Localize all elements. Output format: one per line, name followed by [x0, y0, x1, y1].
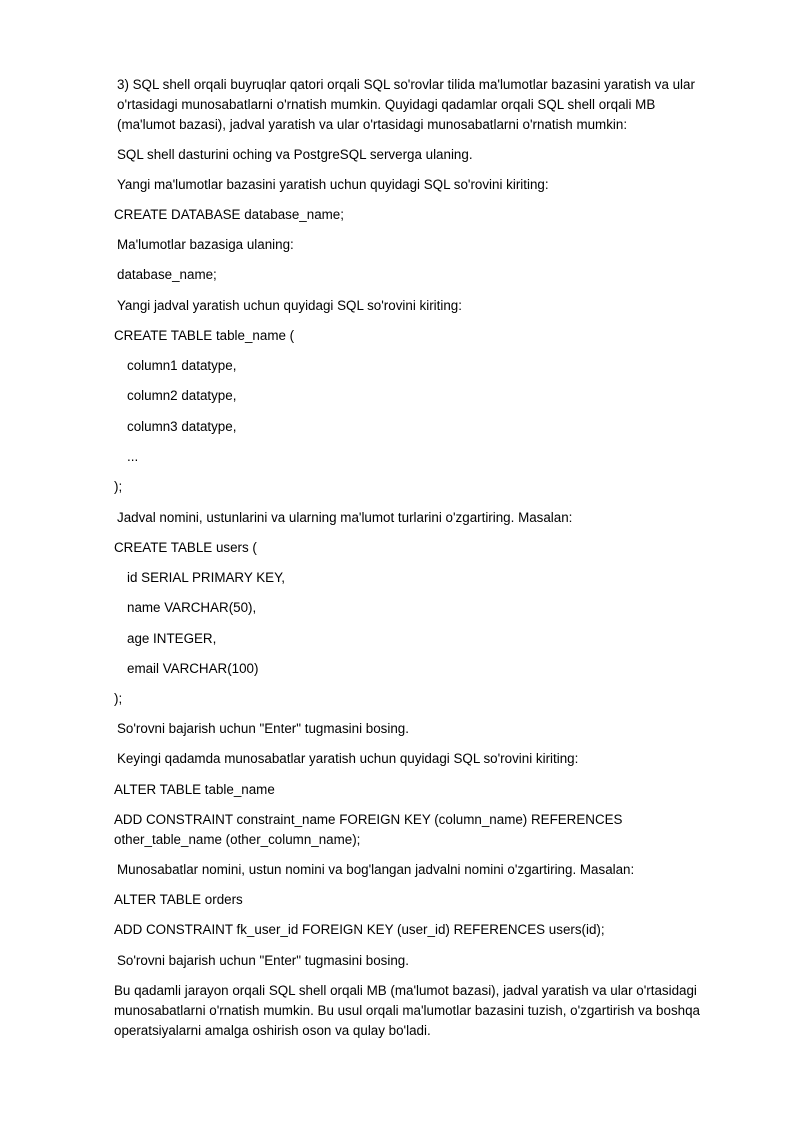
code-ellipsis: ...	[127, 449, 139, 464]
code-connect: database_name;	[117, 267, 217, 282]
step-create-database: Yangi ma'lumotlar bazasini yaratish uchun quyidagi SQL so'rovini kiriting:	[117, 177, 549, 192]
code-age-column: age INTEGER,	[127, 631, 217, 646]
code-create-users: CREATE TABLE users (	[114, 540, 257, 555]
step-change-names: Jadval nomini, ustunlarini va ularning ma'lumot turlarini o'zgartiring. Masalan:	[117, 510, 573, 525]
code-alter-orders: ALTER TABLE orders	[114, 892, 243, 907]
code-add-constraint: ADD CONSTRAINT constraint_name FOREIGN KEY (column_name) REFERENCES other_table_name (other_column_name);	[114, 812, 627, 847]
code-column2: column2 datatype,	[127, 388, 237, 403]
code-create-database: CREATE DATABASE database_name;	[114, 207, 344, 222]
code-name-column: name VARCHAR(50),	[127, 600, 257, 615]
step-connect: Ma'lumotlar bazasiga ulaning:	[117, 237, 294, 252]
code-column1: column1 datatype,	[127, 358, 237, 373]
code-close-paren-1: );	[114, 479, 123, 494]
code-alter-table: ALTER TABLE table_name	[114, 782, 275, 797]
step-change-relations: Munosabatlar nomini, ustun nomini va bog'langan jadvalni nomini o'zgartiring. Masalan:	[117, 862, 635, 877]
code-create-table: CREATE TABLE table_name (	[114, 328, 295, 343]
step-relations: Keyingi qadamda munosabatlar yaratish uchun quyidagi SQL so'rovini kiriting:	[117, 751, 579, 766]
intro-paragraph: 3) SQL shell orqali buyruqlar qatori orqali SQL so'rovlar tilida ma'lumotlar bazasini yaratish va ular o'rtasidagi munosabatlarni o'rnatish mumkin. Quyidagi qadamlar orqali SQL shell orqali MB (ma'lumot bazasi), jadval yaratish va ular o'rtasidagi munosabatlarni o'rnatish mumkin:	[117, 77, 699, 132]
code-id-column: id SERIAL PRIMARY KEY,	[127, 570, 286, 585]
step-open-shell: SQL shell dasturini oching va PostgreSQL serverga ulaning.	[117, 147, 473, 162]
conclusion-paragraph: Bu qadamli jarayon orqali SQL shell orqali MB (ma'lumot bazasi), jadval yaratish va ular o'rtasidagi munosabatlarni o'rnatish mumkin. Bu usul orqali ma'lumotlar bazasini tuzish, o'zgartirish va boshqa operatsiyalarni amalga oshirish oson va qulay bo'ladi.	[114, 983, 704, 1038]
step-press-enter-2: So'rovni bajarish uchun "Enter" tugmasini bosing.	[117, 953, 409, 968]
code-column3: column3 datatype,	[127, 419, 237, 434]
code-add-fk: ADD CONSTRAINT fk_user_id FOREIGN KEY (user_id) REFERENCES users(id);	[114, 922, 605, 937]
code-close-paren-2: );	[114, 691, 123, 706]
step-press-enter-1: So'rovni bajarish uchun "Enter" tugmasini bosing.	[117, 721, 409, 736]
step-create-table: Yangi jadval yaratish uchun quyidagi SQL so'rovini kiriting:	[117, 298, 462, 313]
code-email-column: email VARCHAR(100)	[127, 661, 259, 676]
